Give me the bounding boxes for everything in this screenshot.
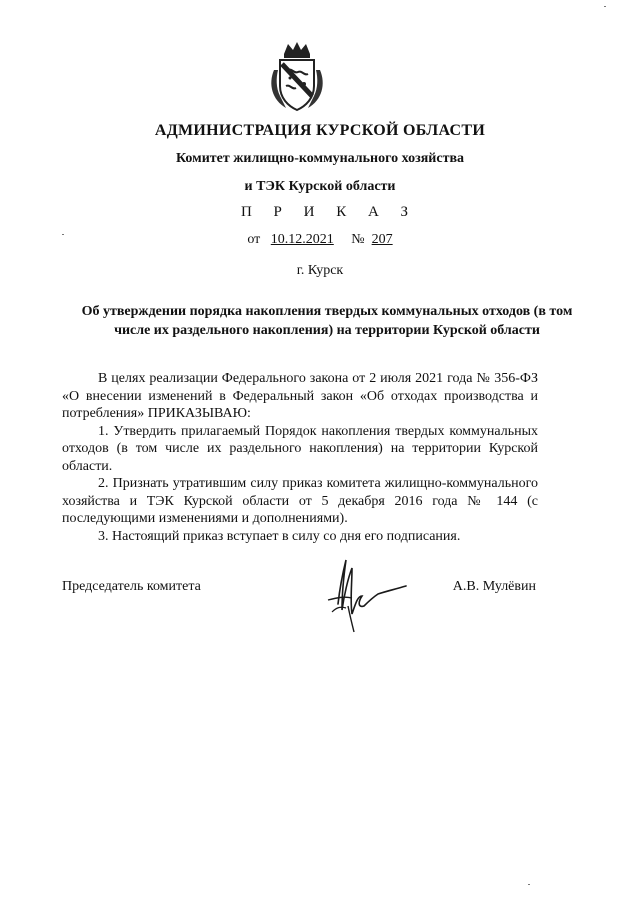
administration-title: АДМИНИСТРАЦИЯ КУРСКОЙ ОБЛАСТИ [154,122,486,139]
body-item-2: 2. Признать утратившим силу приказ комитета жилищно-коммунального хозяйства и ТЭК Курской области от 5 декабря 2016 года № 144 (с последующими изменениями и дополнениями). [62,476,538,526]
body-intro: В целях реализации Федерального закона от 2 июля 2021 года № 356-ФЗ «О внесении изменений в Федеральный закон «Об отходах производства и потребления» ПРИКАЗЫВАЮ: [62,371,538,421]
scan-speck [528,884,530,885]
order-date: 10.12.2021 [270,232,334,247]
document-type: П Р И К А З [240,204,418,220]
order-body [62,370,538,545]
body-item-3: 3. Настоящий приказ вступает в силу со дня его подписания. [98,528,461,544]
date-prefix: от [247,232,261,247]
order-city: г. Курск [296,263,344,278]
signatory-position: Председатель комитета [62,579,201,594]
body-item-1: 1. Утвердить прилагаемый Порядок накопления твердых коммунальных отходов (в том числе их раздельного накопления) на территории Курской области. [62,423,538,474]
scan-speck [62,234,64,235]
coat-of-arms-icon [264,40,330,112]
number-prefix: № [351,232,365,247]
signatory-name: А.В. Мулёвин [452,579,536,594]
order-dateline [0,232,640,248]
committee-title-line1: Комитет жилищно-коммунального хозяйства [175,151,465,166]
order-number: 207 [371,232,393,247]
handwritten-signature [318,556,410,634]
committee-title-line2: и ТЭК Курской области [244,179,396,194]
scan-speck [604,6,606,7]
order-subject: Об утверждении порядка накопления твердых коммунальных отходов (в том числе их раздельного накопления) на территории Курской области [81,304,573,338]
